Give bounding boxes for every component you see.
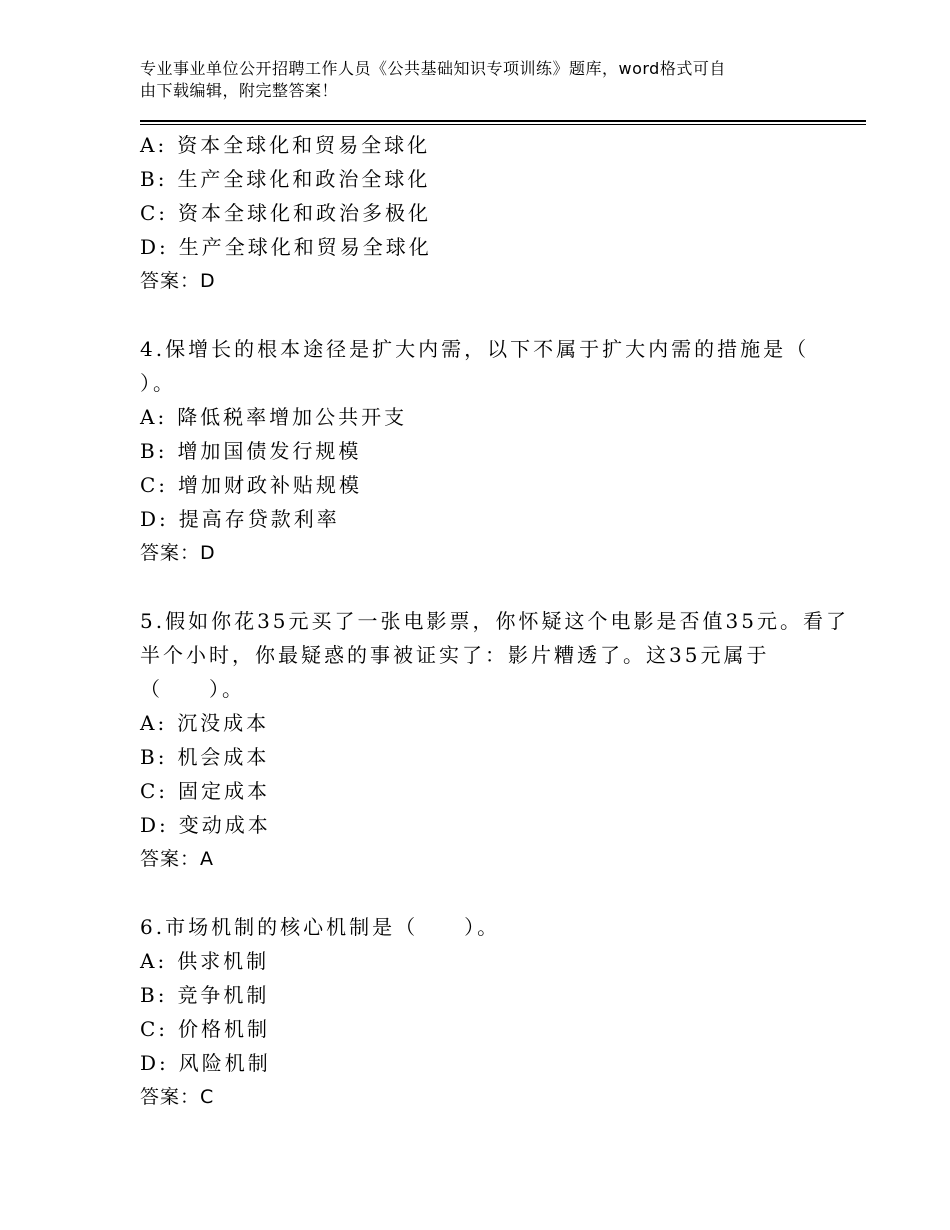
option-c: C: 价格机制	[140, 1017, 271, 1041]
header-rule-thin	[140, 124, 866, 125]
option-c: C: 增加财政补贴规模	[140, 473, 363, 497]
header-line-2: 由下载编辑，附完整答案！	[140, 81, 339, 100]
question-6	[140, 910, 830, 1114]
spacer	[140, 876, 830, 910]
answer-line: 答案：C	[140, 1086, 215, 1108]
question-stem: 4.保增长的根本途径是扩大内需，以下不属于扩大内需的措施是（	[140, 337, 810, 361]
option-a: A: 降低税率增加公共开支	[140, 405, 408, 429]
answer-line: 答案：D	[140, 270, 216, 292]
option-a: A: 供求机制	[140, 949, 270, 973]
option-d: D: 风险机制	[140, 1051, 271, 1075]
option-c: C: 资本全球化和政治多极化	[140, 201, 432, 225]
option-b: B: 竞争机制	[140, 983, 270, 1007]
question-3	[140, 128, 830, 298]
header-rule-thick	[140, 120, 866, 122]
option-a: A: 沉没成本	[140, 711, 270, 735]
option-d: D: 变动成本	[140, 813, 271, 837]
option-b: B: 机会成本	[140, 745, 270, 769]
option-d: D: 提高存贷款利率	[140, 507, 340, 531]
answer-line: 答案：D	[140, 542, 216, 564]
option-d: D: 生产全球化和贸易全球化	[140, 235, 432, 259]
question-stem-cont: 半个小时，你最疑惑的事被证实了：影片糟透了。这35元属于	[140, 643, 770, 667]
question-list	[140, 128, 849, 1114]
question-4	[140, 332, 830, 570]
spacer	[140, 570, 830, 604]
option-c: C: 固定成本	[140, 779, 271, 803]
option-b: B: 增加国债发行规模	[140, 439, 362, 463]
option-a: A: 资本全球化和贸易全球化	[140, 133, 431, 157]
question-stem-blank: （ ）。	[140, 677, 245, 701]
document-header	[140, 58, 830, 102]
question-5	[140, 604, 849, 876]
answer-line: 答案：A	[140, 848, 214, 870]
question-stem-cont: ）。	[140, 371, 176, 395]
question-stem: 6.市场机制的核心机制是（ ）。	[140, 915, 501, 939]
question-stem: 5.假如你花35元买了一张电影票，你怀疑这个电影是否值35元。看了	[140, 609, 849, 633]
spacer	[140, 298, 830, 332]
option-b: B: 生产全球化和政治全球化	[140, 167, 431, 191]
header-line-1: 专业事业单位公开招聘工作人员《公共基础知识专项训练》题库，word格式可自	[140, 59, 726, 78]
